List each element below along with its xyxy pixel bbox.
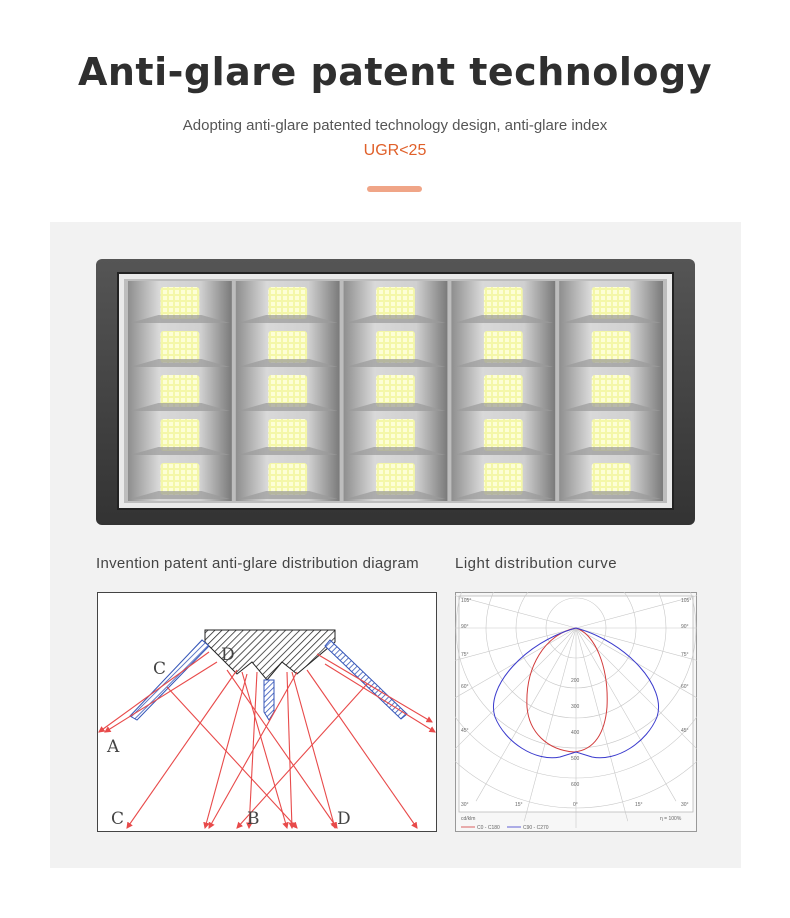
angle-label: 75° xyxy=(461,652,469,658)
led-chip xyxy=(268,331,307,363)
angle-label: 45° xyxy=(681,728,689,734)
angle-label: 75° xyxy=(681,652,689,658)
angle-label: 30° xyxy=(461,802,469,808)
label-a: A xyxy=(107,737,120,757)
label-c-upper: C xyxy=(153,659,167,679)
led-chip xyxy=(376,331,415,363)
unit-label: cd/klm xyxy=(461,816,476,822)
led-chip xyxy=(376,463,415,495)
led-chip xyxy=(592,463,631,495)
led-chip xyxy=(592,331,631,363)
legend-c90: C90 - C270 xyxy=(523,825,549,831)
led-chip xyxy=(160,419,199,451)
led-chip xyxy=(484,419,523,451)
label-b: B xyxy=(247,809,260,829)
label-d-upper: D xyxy=(221,645,235,665)
curve-caption: Light distribution curve xyxy=(455,555,618,572)
radial-label: 500 xyxy=(571,756,580,762)
light-distribution-curve xyxy=(455,592,697,832)
led-fixture-image xyxy=(96,259,695,525)
led-chip xyxy=(484,331,523,363)
led-chip xyxy=(268,375,307,407)
label-c-lower: C xyxy=(111,809,125,829)
led-chip xyxy=(484,287,523,319)
radial-label: 300 xyxy=(571,704,580,710)
angle-label: 15° xyxy=(635,802,643,808)
angle-label: 0° xyxy=(573,802,578,808)
accent-bar xyxy=(367,186,422,192)
led-chip xyxy=(160,463,199,495)
angle-label: 105° xyxy=(461,598,472,604)
led-chip xyxy=(592,375,631,407)
radial-label: 400 xyxy=(571,730,580,736)
led-chip xyxy=(592,419,631,451)
diagram-caption: Invention patent anti-glare distribution diagram xyxy=(96,555,419,572)
angle-label: 90° xyxy=(461,624,469,630)
label-d-lower: D xyxy=(337,809,351,829)
led-chip xyxy=(376,419,415,451)
led-chip xyxy=(484,463,523,495)
page-title: Anti-glare patent technology xyxy=(77,50,713,94)
angle-label: 60° xyxy=(461,684,469,690)
led-chip xyxy=(484,375,523,407)
led-chip xyxy=(268,287,307,319)
led-chip xyxy=(376,375,415,407)
page-subtitle: Adopting anti-glare patented technology design, anti-glare index xyxy=(182,117,608,134)
led-chip xyxy=(160,375,199,407)
legend-c0: C0 - C180 xyxy=(477,825,500,831)
ugr-highlight: UGR<25 xyxy=(363,142,427,159)
radial-label: 200 xyxy=(571,678,580,684)
angle-label: 90° xyxy=(681,624,689,630)
radial-label: 600 xyxy=(571,782,580,788)
led-chip xyxy=(376,287,415,319)
angle-label: 105° xyxy=(681,598,692,604)
led-grid xyxy=(128,281,663,501)
led-chip xyxy=(268,419,307,451)
efficiency-label: η = 100% xyxy=(660,816,682,822)
led-chip xyxy=(592,287,631,319)
led-chip xyxy=(268,463,307,495)
led-chip xyxy=(160,331,199,363)
angle-label: 60° xyxy=(681,684,689,690)
angle-label: 45° xyxy=(461,728,469,734)
angle-label: 30° xyxy=(681,802,689,808)
anti-glare-diagram xyxy=(97,592,437,832)
led-chip xyxy=(160,287,199,319)
angle-label: 15° xyxy=(515,802,523,808)
